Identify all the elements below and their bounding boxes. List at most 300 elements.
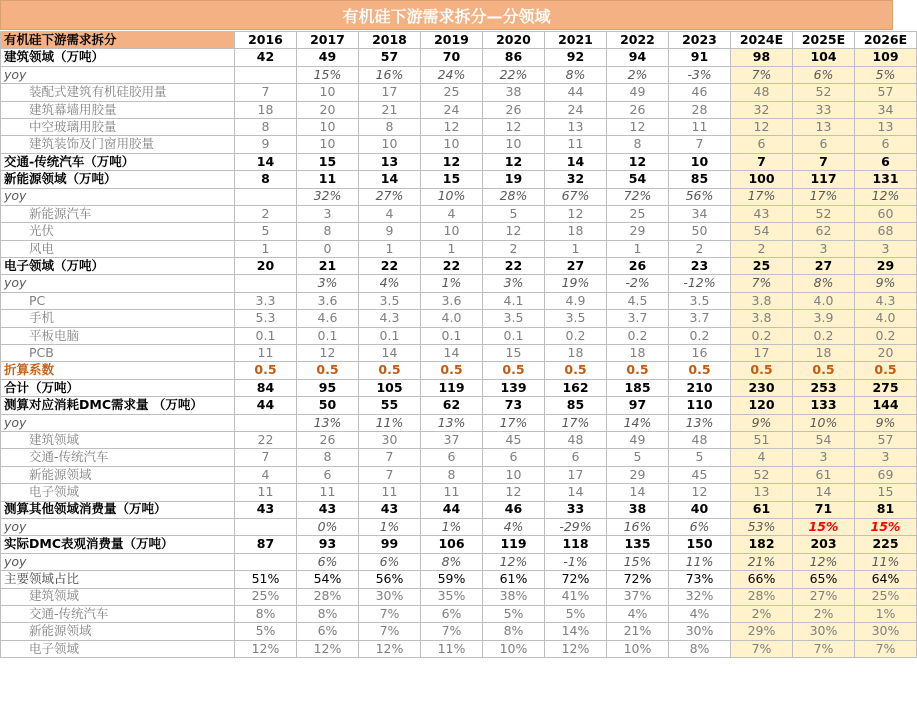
cell-value[interactable]: 18 (545, 223, 607, 240)
cell-value[interactable]: 8 (297, 449, 359, 466)
cell-value[interactable]: 42 (235, 49, 297, 66)
cell-value[interactable]: 3.8 (731, 292, 793, 309)
cell-value[interactable]: 0.2 (545, 327, 607, 344)
row-label[interactable]: yoy (1, 66, 235, 83)
cell-value[interactable]: 6% (297, 553, 359, 570)
cell-value[interactable]: 5% (235, 623, 297, 640)
row-label[interactable]: 新能源汽车 (1, 205, 235, 222)
header-year[interactable]: 2025E (793, 32, 855, 49)
cell-value[interactable]: 71 (793, 501, 855, 518)
cell-value[interactable]: 1% (421, 518, 483, 535)
cell-value[interactable]: 150 (669, 536, 731, 553)
cell-value[interactable]: 2 (235, 205, 297, 222)
cell-value[interactable]: 44 (235, 397, 297, 414)
cell-value[interactable]: 14 (607, 484, 669, 501)
cell-value[interactable]: 86 (483, 49, 545, 66)
row-label[interactable]: 折算系数 (1, 362, 235, 379)
cell-value[interactable]: 15 (421, 171, 483, 188)
cell-value[interactable]: 2 (731, 240, 793, 257)
cell-value[interactable]: 2% (793, 605, 855, 622)
cell-value[interactable]: 15 (483, 345, 545, 362)
cell-value[interactable]: 185 (607, 379, 669, 396)
cell-value[interactable]: 34 (669, 205, 731, 222)
cell-value[interactable]: 38 (607, 501, 669, 518)
cell-value[interactable]: 4 (359, 205, 421, 222)
cell-value[interactable]: 4.5 (607, 292, 669, 309)
cell-value[interactable]: 7% (731, 640, 793, 657)
cell-value[interactable]: 7 (359, 466, 421, 483)
header-year[interactable]: 2026E (855, 32, 917, 49)
cell-value[interactable]: 70 (421, 49, 483, 66)
cell-value[interactable]: 5.3 (235, 310, 297, 327)
cell-value[interactable]: 0.5 (359, 362, 421, 379)
cell-value[interactable]: 52 (731, 466, 793, 483)
cell-value[interactable]: 12 (483, 153, 545, 170)
cell-value[interactable]: 8 (297, 223, 359, 240)
cell-value[interactable]: 92 (545, 49, 607, 66)
cell-value[interactable]: 15% (607, 553, 669, 570)
cell-value[interactable]: 30% (855, 623, 917, 640)
cell-value[interactable]: 6 (793, 136, 855, 153)
cell-value[interactable]: 93 (297, 536, 359, 553)
cell-value[interactable]: 5 (235, 223, 297, 240)
cell-value[interactable]: 97 (607, 397, 669, 414)
cell-value[interactable]: 7 (235, 449, 297, 466)
cell-value[interactable]: 0.2 (669, 327, 731, 344)
cell-value[interactable]: 109 (855, 49, 917, 66)
cell-value[interactable] (235, 66, 297, 83)
cell-value[interactable]: 17% (793, 188, 855, 205)
cell-value[interactable]: 61 (793, 466, 855, 483)
cell-value[interactable]: 21 (359, 101, 421, 118)
cell-value[interactable]: 67% (545, 188, 607, 205)
cell-value[interactable]: 0.5 (545, 362, 607, 379)
cell-value[interactable]: 120 (731, 397, 793, 414)
cell-value[interactable]: 0.5 (607, 362, 669, 379)
cell-value[interactable]: 17 (359, 84, 421, 101)
cell-value[interactable]: 4.0 (855, 310, 917, 327)
cell-value[interactable]: 95 (297, 379, 359, 396)
cell-value[interactable]: 6 (421, 449, 483, 466)
cell-value[interactable]: 8 (607, 136, 669, 153)
cell-value[interactable]: 57 (855, 84, 917, 101)
cell-value[interactable]: 3.3 (235, 292, 297, 309)
cell-value[interactable]: 139 (483, 379, 545, 396)
cell-value[interactable]: 12 (483, 118, 545, 135)
cell-value[interactable]: 10 (359, 136, 421, 153)
cell-value[interactable]: 85 (669, 171, 731, 188)
cell-value[interactable] (235, 414, 297, 431)
cell-value[interactable]: 0.1 (421, 327, 483, 344)
cell-value[interactable]: 13% (669, 414, 731, 431)
cell-value[interactable]: 21% (731, 553, 793, 570)
row-label[interactable]: 手机 (1, 310, 235, 327)
cell-value[interactable]: 61 (731, 501, 793, 518)
cell-value[interactable]: 5% (483, 605, 545, 622)
cell-value[interactable]: 30% (359, 588, 421, 605)
cell-value[interactable]: 7% (855, 640, 917, 657)
cell-value[interactable]: 12 (421, 118, 483, 135)
cell-value[interactable]: 0.5 (421, 362, 483, 379)
cell-value[interactable]: 104 (793, 49, 855, 66)
cell-value[interactable]: 11% (421, 640, 483, 657)
cell-value[interactable]: 0.2 (793, 327, 855, 344)
cell-value[interactable]: 62 (421, 397, 483, 414)
cell-value[interactable]: 4% (669, 605, 731, 622)
row-label[interactable]: 电子领域（万吨） (1, 258, 235, 275)
cell-value[interactable]: 73% (669, 571, 731, 588)
cell-value[interactable]: 6 (855, 136, 917, 153)
cell-value[interactable]: 13% (297, 414, 359, 431)
cell-value[interactable]: 135 (607, 536, 669, 553)
cell-value[interactable]: 17 (545, 466, 607, 483)
header-year[interactable]: 2021 (545, 32, 607, 49)
cell-value[interactable]: 12 (297, 345, 359, 362)
cell-value[interactable]: 7% (731, 275, 793, 292)
cell-value[interactable]: 25 (731, 258, 793, 275)
cell-value[interactable]: 85 (545, 397, 607, 414)
cell-value[interactable]: 12 (545, 205, 607, 222)
cell-value[interactable]: 3.7 (607, 310, 669, 327)
cell-value[interactable]: 26 (607, 101, 669, 118)
cell-value[interactable]: 13 (545, 118, 607, 135)
cell-value[interactable]: 1% (855, 605, 917, 622)
cell-value[interactable]: 15% (855, 518, 917, 535)
cell-value[interactable]: 1 (359, 240, 421, 257)
cell-value[interactable]: 7% (359, 623, 421, 640)
cell-value[interactable]: 4 (421, 205, 483, 222)
cell-value[interactable]: 7% (421, 623, 483, 640)
cell-value[interactable]: 72% (607, 188, 669, 205)
cell-value[interactable]: 54% (297, 571, 359, 588)
cell-value[interactable]: 3.5 (483, 310, 545, 327)
cell-value[interactable]: 8% (235, 605, 297, 622)
cell-value[interactable]: 106 (421, 536, 483, 553)
cell-value[interactable]: 10 (297, 118, 359, 135)
cell-value[interactable]: 0.5 (793, 362, 855, 379)
cell-value[interactable]: 3.5 (545, 310, 607, 327)
cell-value[interactable]: 110 (669, 397, 731, 414)
cell-value[interactable]: 10 (483, 466, 545, 483)
cell-value[interactable]: 27 (793, 258, 855, 275)
cell-value[interactable]: 72% (545, 571, 607, 588)
cell-value[interactable]: 6% (359, 553, 421, 570)
cell-value[interactable]: 12% (483, 553, 545, 570)
cell-value[interactable]: 84 (235, 379, 297, 396)
cell-value[interactable]: 0% (297, 518, 359, 535)
cell-value[interactable]: 21 (297, 258, 359, 275)
cell-value[interactable]: 49 (607, 84, 669, 101)
cell-value[interactable]: 16 (669, 345, 731, 362)
cell-value[interactable]: 5% (545, 605, 607, 622)
cell-value[interactable]: 22 (235, 431, 297, 448)
row-label[interactable]: 主要领域占比 (1, 571, 235, 588)
cell-value[interactable]: 29 (607, 466, 669, 483)
cell-value[interactable]: 43 (235, 501, 297, 518)
cell-value[interactable] (235, 275, 297, 292)
cell-value[interactable]: 12 (607, 118, 669, 135)
cell-value[interactable]: 66% (731, 571, 793, 588)
cell-value[interactable]: 33 (793, 101, 855, 118)
cell-value[interactable]: 4% (359, 275, 421, 292)
cell-value[interactable]: 0.5 (483, 362, 545, 379)
cell-value[interactable]: 1 (235, 240, 297, 257)
cell-value[interactable]: 119 (483, 536, 545, 553)
cell-value[interactable]: 100 (731, 171, 793, 188)
cell-value[interactable]: 17% (545, 414, 607, 431)
cell-value[interactable]: 43 (731, 205, 793, 222)
cell-value[interactable]: 3.5 (669, 292, 731, 309)
cell-value[interactable]: 55 (359, 397, 421, 414)
cell-value[interactable]: 12 (483, 484, 545, 501)
cell-value[interactable]: 7 (793, 153, 855, 170)
header-year[interactable]: 2020 (483, 32, 545, 49)
row-label[interactable]: yoy (1, 414, 235, 431)
row-label[interactable]: 电子领域 (1, 484, 235, 501)
cell-value[interactable]: 8 (235, 118, 297, 135)
cell-value[interactable]: 4.3 (855, 292, 917, 309)
row-label[interactable]: 建筑装饰及门窗用胶量 (1, 136, 235, 153)
cell-value[interactable]: 7% (731, 66, 793, 83)
cell-value[interactable]: 61% (483, 571, 545, 588)
cell-value[interactable]: 19 (483, 171, 545, 188)
row-label[interactable]: PC (1, 292, 235, 309)
cell-value[interactable]: 11 (359, 484, 421, 501)
cell-value[interactable]: 10% (421, 188, 483, 205)
cell-value[interactable]: 57 (359, 49, 421, 66)
cell-value[interactable]: 162 (545, 379, 607, 396)
cell-value[interactable]: 32 (731, 101, 793, 118)
cell-value[interactable]: 81 (855, 501, 917, 518)
row-label[interactable]: 风电 (1, 240, 235, 257)
cell-value[interactable]: 10 (483, 136, 545, 153)
cell-value[interactable]: 12 (731, 118, 793, 135)
row-label[interactable]: 电子领域 (1, 640, 235, 657)
cell-value[interactable]: 87 (235, 536, 297, 553)
row-label[interactable]: 新能源领域 (1, 466, 235, 483)
cell-value[interactable]: 0.2 (855, 327, 917, 344)
cell-value[interactable]: 26 (607, 258, 669, 275)
cell-value[interactable]: 18 (607, 345, 669, 362)
cell-value[interactable]: 10 (421, 223, 483, 240)
cell-value[interactable]: 11% (359, 414, 421, 431)
cell-value[interactable]: 51 (731, 431, 793, 448)
cell-value[interactable]: 10 (669, 153, 731, 170)
cell-value[interactable]: 68 (855, 223, 917, 240)
cell-value[interactable]: 3.7 (669, 310, 731, 327)
cell-value[interactable]: 29% (731, 623, 793, 640)
cell-value[interactable]: 4.0 (421, 310, 483, 327)
cell-value[interactable]: 3 (855, 240, 917, 257)
cell-value[interactable]: 20 (297, 101, 359, 118)
row-label[interactable]: 建筑幕墙用胶量 (1, 101, 235, 118)
row-label[interactable]: yoy (1, 188, 235, 205)
cell-value[interactable]: 91 (669, 49, 731, 66)
cell-value[interactable]: 253 (793, 379, 855, 396)
cell-value[interactable]: 56% (359, 571, 421, 588)
cell-value[interactable]: 14 (359, 171, 421, 188)
cell-value[interactable]: 14 (545, 484, 607, 501)
cell-value[interactable]: 51% (235, 571, 297, 588)
cell-value[interactable]: 19% (545, 275, 607, 292)
cell-value[interactable]: 24 (421, 101, 483, 118)
cell-value[interactable]: 11% (669, 553, 731, 570)
cell-value[interactable]: 7 (731, 153, 793, 170)
cell-value[interactable]: 50 (669, 223, 731, 240)
cell-value[interactable]: 4% (607, 605, 669, 622)
cell-value[interactable]: 28 (669, 101, 731, 118)
cell-value[interactable]: 131 (855, 171, 917, 188)
cell-value[interactable]: 12% (235, 640, 297, 657)
cell-value[interactable]: 182 (731, 536, 793, 553)
cell-value[interactable]: 27% (359, 188, 421, 205)
row-label[interactable]: PCB (1, 345, 235, 362)
cell-value[interactable]: 50 (297, 397, 359, 414)
cell-value[interactable]: 24 (545, 101, 607, 118)
cell-value[interactable]: 5 (607, 449, 669, 466)
cell-value[interactable]: 10 (297, 136, 359, 153)
cell-value[interactable]: 6 (545, 449, 607, 466)
cell-value[interactable]: 3.6 (421, 292, 483, 309)
cell-value[interactable]: 0.5 (855, 362, 917, 379)
cell-value[interactable]: 18 (235, 101, 297, 118)
cell-value[interactable]: 7 (235, 84, 297, 101)
cell-value[interactable]: 15% (793, 518, 855, 535)
cell-value[interactable]: 4 (235, 466, 297, 483)
cell-value[interactable]: 1 (545, 240, 607, 257)
cell-value[interactable]: 210 (669, 379, 731, 396)
cell-value[interactable]: 22% (483, 66, 545, 83)
cell-value[interactable]: 0.2 (607, 327, 669, 344)
cell-value[interactable]: 49 (297, 49, 359, 66)
cell-value[interactable]: 34 (855, 101, 917, 118)
cell-value[interactable]: 4.3 (359, 310, 421, 327)
cell-value[interactable]: 0.5 (297, 362, 359, 379)
cell-value[interactable]: 2 (483, 240, 545, 257)
cell-value[interactable]: 99 (359, 536, 421, 553)
cell-value[interactable]: 28% (483, 188, 545, 205)
cell-value[interactable]: 32% (669, 588, 731, 605)
cell-value[interactable]: 105 (359, 379, 421, 396)
cell-value[interactable]: 10% (483, 640, 545, 657)
cell-value[interactable]: 48 (731, 84, 793, 101)
row-label[interactable]: 测算对应消耗DMC需求量 （万吨） (1, 397, 235, 414)
cell-value[interactable]: 22 (421, 258, 483, 275)
cell-value[interactable]: -3% (669, 66, 731, 83)
cell-value[interactable]: 9 (235, 136, 297, 153)
cell-value[interactable]: 17% (483, 414, 545, 431)
cell-value[interactable]: 0.5 (669, 362, 731, 379)
cell-value[interactable]: 20 (235, 258, 297, 275)
cell-value[interactable]: 6 (483, 449, 545, 466)
cell-value[interactable]: 16% (607, 518, 669, 535)
row-label[interactable]: yoy (1, 518, 235, 535)
cell-value[interactable]: 15% (297, 66, 359, 83)
cell-value[interactable]: 11 (235, 484, 297, 501)
cell-value[interactable]: 54 (793, 431, 855, 448)
cell-value[interactable]: 32% (297, 188, 359, 205)
cell-value[interactable]: 0.5 (235, 362, 297, 379)
cell-value[interactable]: 4.1 (483, 292, 545, 309)
cell-value[interactable]: 23 (669, 258, 731, 275)
cell-value[interactable]: 28% (297, 588, 359, 605)
cell-value[interactable]: 1 (421, 240, 483, 257)
row-label[interactable]: 装配式建筑有机硅胶用量 (1, 84, 235, 101)
cell-value[interactable]: 38 (483, 84, 545, 101)
cell-value[interactable]: -29% (545, 518, 607, 535)
cell-value[interactable]: 5% (855, 66, 917, 83)
cell-value[interactable]: 45 (483, 431, 545, 448)
cell-value[interactable]: 6 (297, 466, 359, 483)
cell-value[interactable]: 2 (669, 240, 731, 257)
row-label[interactable]: 新能源领域 (1, 623, 235, 640)
row-label[interactable]: 交通-传统汽车（万吨） (1, 153, 235, 170)
cell-value[interactable]: 44 (545, 84, 607, 101)
cell-value[interactable]: 41% (545, 588, 607, 605)
cell-value[interactable]: 5 (669, 449, 731, 466)
cell-value[interactable]: 12% (545, 640, 607, 657)
cell-value[interactable] (235, 518, 297, 535)
row-label[interactable]: yoy (1, 275, 235, 292)
cell-value[interactable]: 29 (607, 223, 669, 240)
cell-value[interactable]: 32 (545, 171, 607, 188)
header-year[interactable]: 2019 (421, 32, 483, 49)
cell-value[interactable]: 3.8 (731, 310, 793, 327)
cell-value[interactable]: 14 (545, 153, 607, 170)
cell-value[interactable]: 4 (731, 449, 793, 466)
cell-value[interactable]: 8% (545, 66, 607, 83)
cell-value[interactable]: 20 (855, 345, 917, 362)
cell-value[interactable]: 73 (483, 397, 545, 414)
cell-value[interactable]: 7% (793, 640, 855, 657)
cell-value[interactable]: 8% (421, 553, 483, 570)
cell-value[interactable]: 54 (731, 223, 793, 240)
cell-value[interactable]: 25 (421, 84, 483, 101)
row-label[interactable]: 建筑领域（万吨） (1, 49, 235, 66)
cell-value[interactable]: 225 (855, 536, 917, 553)
cell-value[interactable]: 11 (297, 171, 359, 188)
cell-value[interactable]: 0.1 (359, 327, 421, 344)
header-year[interactable]: 2024E (731, 32, 793, 49)
cell-value[interactable]: 43 (359, 501, 421, 518)
cell-value[interactable]: 3.9 (793, 310, 855, 327)
cell-value[interactable]: 26 (297, 431, 359, 448)
cell-value[interactable]: 8% (297, 605, 359, 622)
cell-value[interactable]: 26 (483, 101, 545, 118)
cell-value[interactable]: 15 (855, 484, 917, 501)
cell-value[interactable]: 144 (855, 397, 917, 414)
cell-value[interactable]: 9% (855, 275, 917, 292)
cell-value[interactable]: 46 (669, 84, 731, 101)
cell-value[interactable]: 17% (731, 188, 793, 205)
cell-value[interactable]: 1 (607, 240, 669, 257)
cell-value[interactable]: 0.5 (731, 362, 793, 379)
cell-value[interactable]: 14 (793, 484, 855, 501)
cell-value[interactable]: 54 (607, 171, 669, 188)
cell-value[interactable]: 4.0 (793, 292, 855, 309)
cell-value[interactable]: 72% (607, 571, 669, 588)
row-label[interactable]: 建筑领域 (1, 431, 235, 448)
row-label[interactable]: 建筑领域 (1, 588, 235, 605)
cell-value[interactable]: 3 (793, 240, 855, 257)
cell-value[interactable]: 59% (421, 571, 483, 588)
row-label[interactable]: 新能源领域（万吨） (1, 171, 235, 188)
cell-value[interactable]: 48 (545, 431, 607, 448)
cell-value[interactable]: 13 (359, 153, 421, 170)
cell-value[interactable]: 6% (297, 623, 359, 640)
cell-value[interactable]: -12% (669, 275, 731, 292)
cell-value[interactable]: 14 (359, 345, 421, 362)
